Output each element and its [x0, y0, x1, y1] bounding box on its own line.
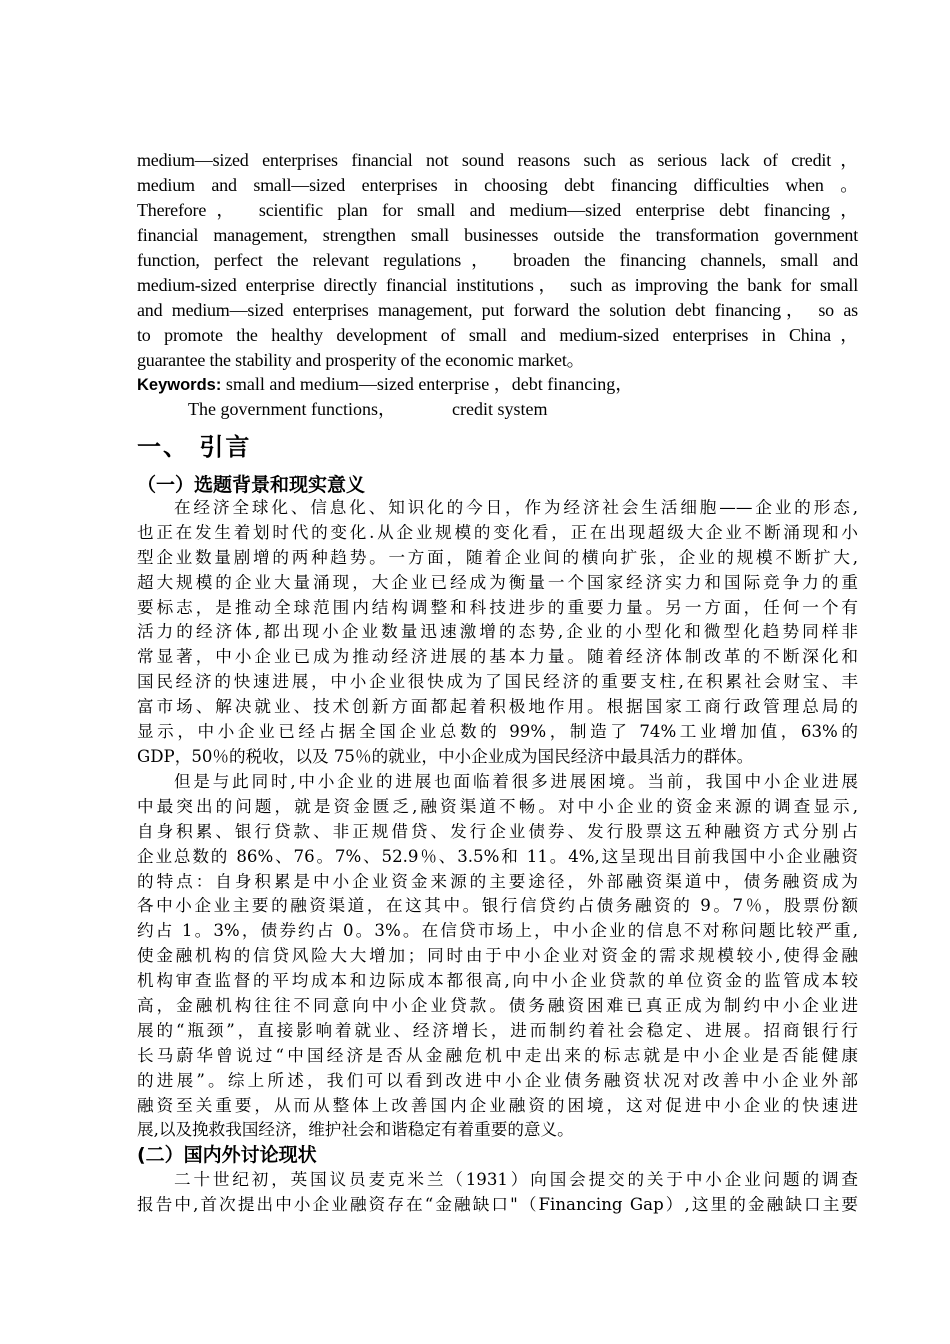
text-line: 要标志，是推动全球范围内结构调整和科技进步的重要力量。另一方面，任何一个有: [137, 597, 858, 617]
text-line: 在经济全球化、信息化、知识化的今日，作为经济社会生活细胞——企业的形态,: [174, 498, 858, 517]
text-line: financial management, strengthen small businesses outside the transformation government: [137, 225, 858, 245]
text-line: 中最突出的问题，就是资金匮乏,融资渠道不畅。对中小企业的资金来源的调查显示,: [137, 796, 858, 816]
text-line: 富市场、解决就业、技术创新方面都起着积极地作用。根据国家工商行政管理总局的: [137, 697, 858, 717]
paragraph-3: [137, 1168, 858, 1218]
text-line: 但是与此同时,中小企业的进展也面临着很多进展困境。当前，我国中小企业进展: [174, 772, 858, 791]
text-line: 显示，中小企业已经占据全国企业总数的 99%，制造了 74%工业增加值，63%的: [137, 722, 858, 742]
text-line: 展,以及挽救我国经济，维护社会和谐稳定有着重要的意义。: [137, 1120, 574, 1140]
subsection-heading-background: （一）选题背景和现实意义: [137, 474, 366, 496]
text-line: 二十世纪初，英国议员麦克米兰（1931）向国会提交的关于中小企业问题的调查: [174, 1170, 858, 1189]
keyword-credit-system: credit system: [452, 399, 548, 419]
section-heading-introduction: 一、 引言: [137, 433, 252, 461]
subsection-heading-research-status: (二）国内外讨论现状: [137, 1144, 317, 1166]
text-line: GDP，50％的税收，以及 75％的就业，中小企业成为国民经济中最具活力的群体。: [137, 746, 754, 766]
text-line: 超大规模的企业大量涌现，大企业已经成为衡量一个国家经济实力和国际竞争力的重: [137, 572, 858, 592]
paragraph-1: [137, 496, 858, 770]
text-line: 报告中,首次提出中小企业融资存在“金融缺口"（Financing Gap）,这里的金融缺口主要: [137, 1194, 858, 1214]
text-line: 长马蔚华曾说过“中国经济是否从金融危机中走出来的标志就是中小企业是否能健康: [137, 1045, 858, 1065]
text-line: 各中小企业主要的融资渠道，在这其中。银行信贷约占债务融资的 9。7％，股票份额: [137, 896, 858, 916]
text-line: function, perfect the relevant regulations， broaden the financing channels, small and: [137, 250, 858, 270]
text-line: 高，金融机构往往不同意向中小企业贷款。债务融资困难已真正成为制约中小企业进: [137, 996, 858, 1016]
text-line: 活力的经济体,都出现小企业数量迅速激增的态势,企业的小型化和微型化趋势同样非: [137, 622, 858, 642]
abstract-english: [137, 148, 858, 373]
text-line: and medium—sized enterprises management, put forward the solution debt financing， so as: [137, 300, 858, 320]
text-line: medium and small—sized enterprises in choosing debt financing difficulties when 。: [137, 175, 858, 195]
text-line: Therefore， scientific plan for small and medium—sized enterprise debt financing，: [137, 200, 858, 220]
text-line: 也正在发生着划时代的变化.从企业规模的变化看，正在出现超级大企业不断涌现和小: [137, 522, 858, 542]
text-line: to promote the healthy development of small and medium-sized enterprises in China，: [137, 325, 858, 345]
text-line: 常显著，中小企业已成为推动经济进展的基本力量。随着经济体制改革的不断深化和: [137, 647, 858, 667]
text-line: 的进展”。综上所述，我们可以看到改进中小企业债务融资状况对改善中小企业外部: [137, 1070, 858, 1090]
text-line: 约占 1。3%，债券约占 0。3%。在信贷市场上，中小企业的信息不对称问题比较严重,: [137, 921, 858, 941]
text-line: medium-sized enterprise directly financial institutions， such as improving the bank for small: [137, 275, 858, 295]
text-line: 的特点：自身积累是中小企业资金来源的主要途径，外部融资渠道中，债务融资成为: [137, 871, 858, 891]
text-line: 型企业数量剧增的两种趋势。一方面，随着企业间的横向扩张，企业的规模不断扩大,: [137, 547, 858, 567]
text-line: medium—sized enterprises financial not sound reasons such as serious lack of credit，: [137, 150, 858, 170]
text-line: 融资至关重要，从而从整体上改善国内企业融资的困境，这对促进中小企业的快速进: [137, 1095, 858, 1115]
text-line: 自身积累、银行贷款、非正规借贷、发行企业债券、发行股票这五种融资方式分别占: [137, 821, 858, 841]
text-line: 国民经济的快速进展，中小企业很快成为了国民经济的重要支柱,在积累社会财宝、丰: [137, 672, 858, 692]
text-line: guarantee the stability and prosperity of the economic market。: [137, 350, 585, 370]
text-line: 机构审查监督的平均成本和边际成本都很高,向中小企业贷款的单位资金的监管成本较: [137, 971, 858, 991]
keywords-label: Keywords:: [137, 376, 222, 394]
text-line: 企业总数的 86%、76。7%、52.9％、3.5%和 11。4%,这呈现出目前我国中小企业融资: [137, 846, 858, 866]
keywords-line: [137, 372, 633, 398]
text-line: 展的“瓶颈”，直接影响着就业、经济增长，进而制约着社会稳定、进展。招商银行行: [137, 1020, 858, 1040]
keywords-items: small and medium—sized enterprise ，debt financing，: [221, 374, 634, 394]
paragraph-2: [137, 770, 858, 1143]
text-line: 使金融机构的信贷风险大大增加；同时由于中小企业对资金的需求规模较小,使得金融: [137, 946, 858, 966]
keyword-government-functions: The government functions，: [188, 399, 396, 419]
